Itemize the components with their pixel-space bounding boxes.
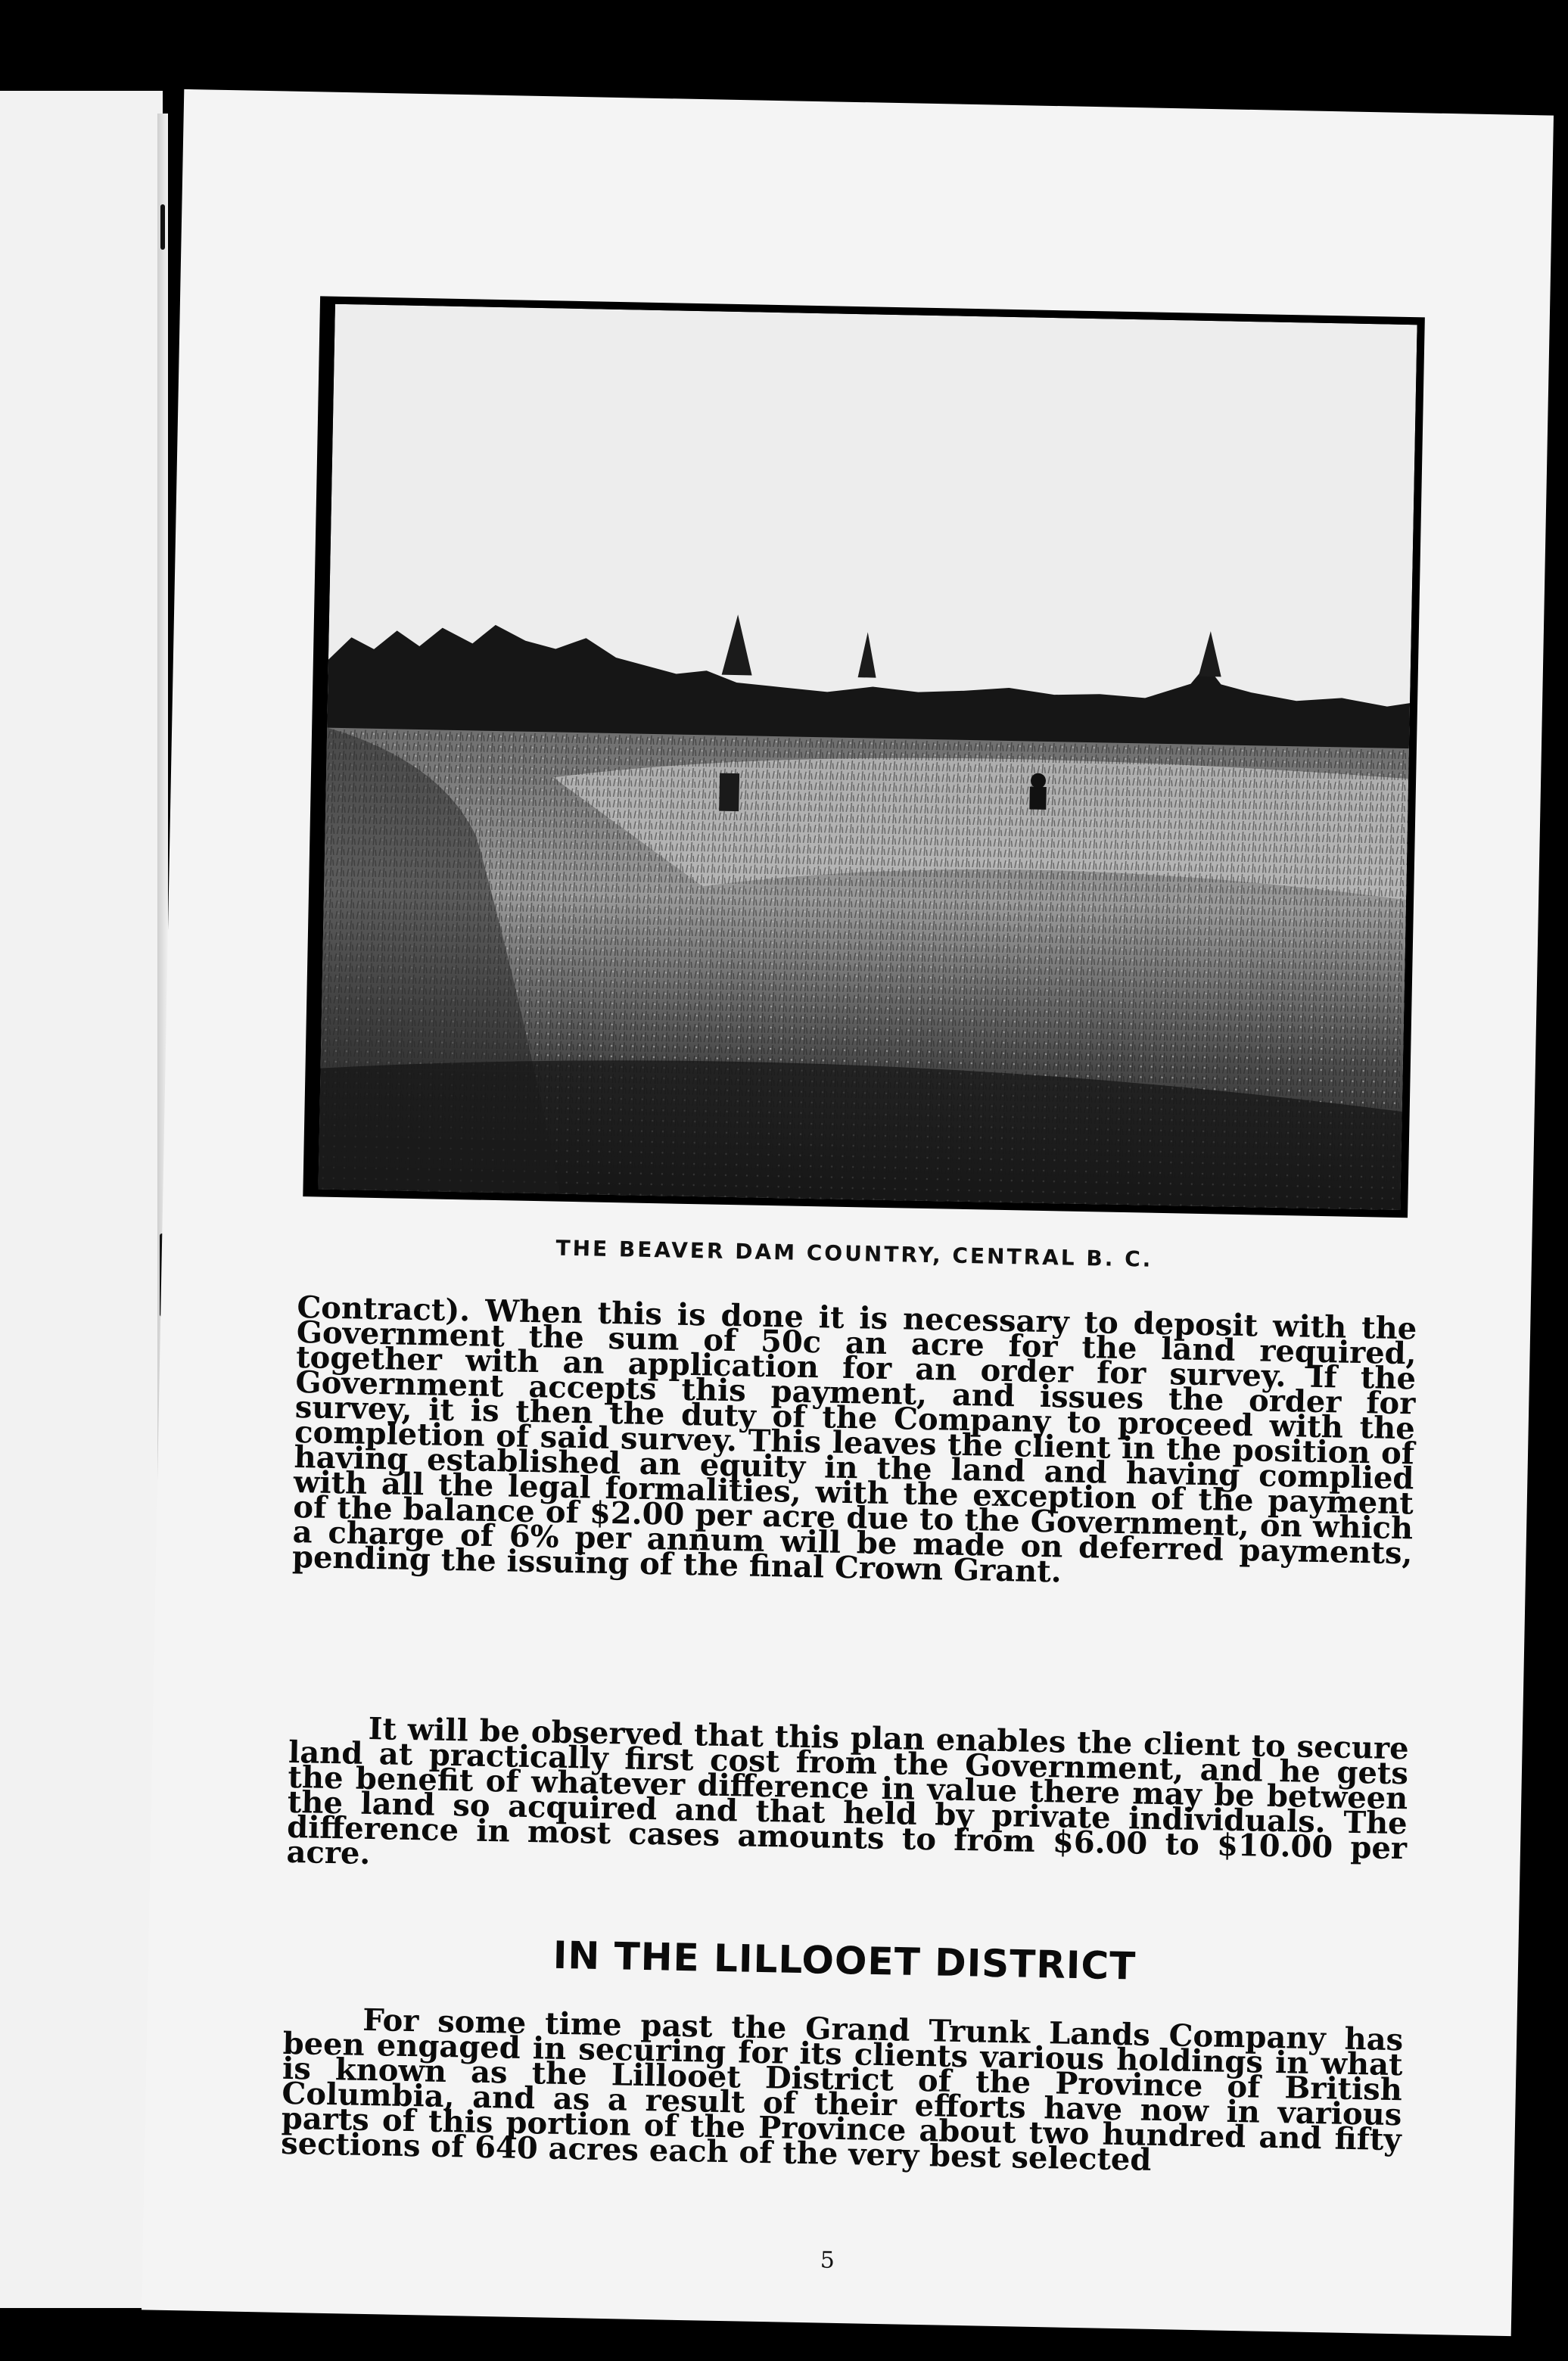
paragraph: For some time past the Grand Trunk Lands Company has been engaged in securing for its clients various holdings in what is known as the Lillooet District of the Province of British Columbia, and as a result of their efforts have now in various parts of this portion of the Province about two hundred and fifty sections of 640 acres each of the very best selected bbox=[280, 2002, 1404, 2178]
facing-page-edge bbox=[0, 91, 163, 2308]
photo-caption: THE BEAVER DAM COUNTRY, CENTRAL B. C. bbox=[555, 1235, 1153, 1272]
paragraph: It will be observed that this plan enables the client to secure land at practically first cost from the Government, and he gets the benefit of whatever difference in value there may be between the land so acquired and that held by private individuals. The difference in most cases amounts to from $6.00 to $10.00 per acre. bbox=[286, 1710, 1409, 1872]
paragraph: Contract). When this is done it is necessary to deposit with the Government the sum of 50c an acre for the land required, together with an application for an order for survey. If the Government accepts this payment, and issues the order for survey, it is then the duty of the Company to proceed with the completion of said survey. This leaves the client in the position of having established an equity in the land and having complied with all the legal formalities, with the exception of the payment of the balance of $2.00 per acre due to the Government, on which a charge of 6% per annum will be made on deferred payments, pending the issuing of the final Crown Grant. bbox=[291, 1289, 1417, 1590]
photograph-frame bbox=[303, 296, 1425, 1218]
binding-stitch bbox=[160, 204, 165, 250]
landscape-photograph bbox=[318, 304, 1417, 1210]
section-heading: IN THE LILLOOET DISTRICT bbox=[552, 1933, 1137, 1989]
page-number: 5 bbox=[820, 2247, 835, 2274]
book-page bbox=[142, 89, 1554, 2336]
meadow-photo-illustration bbox=[318, 304, 1417, 1210]
